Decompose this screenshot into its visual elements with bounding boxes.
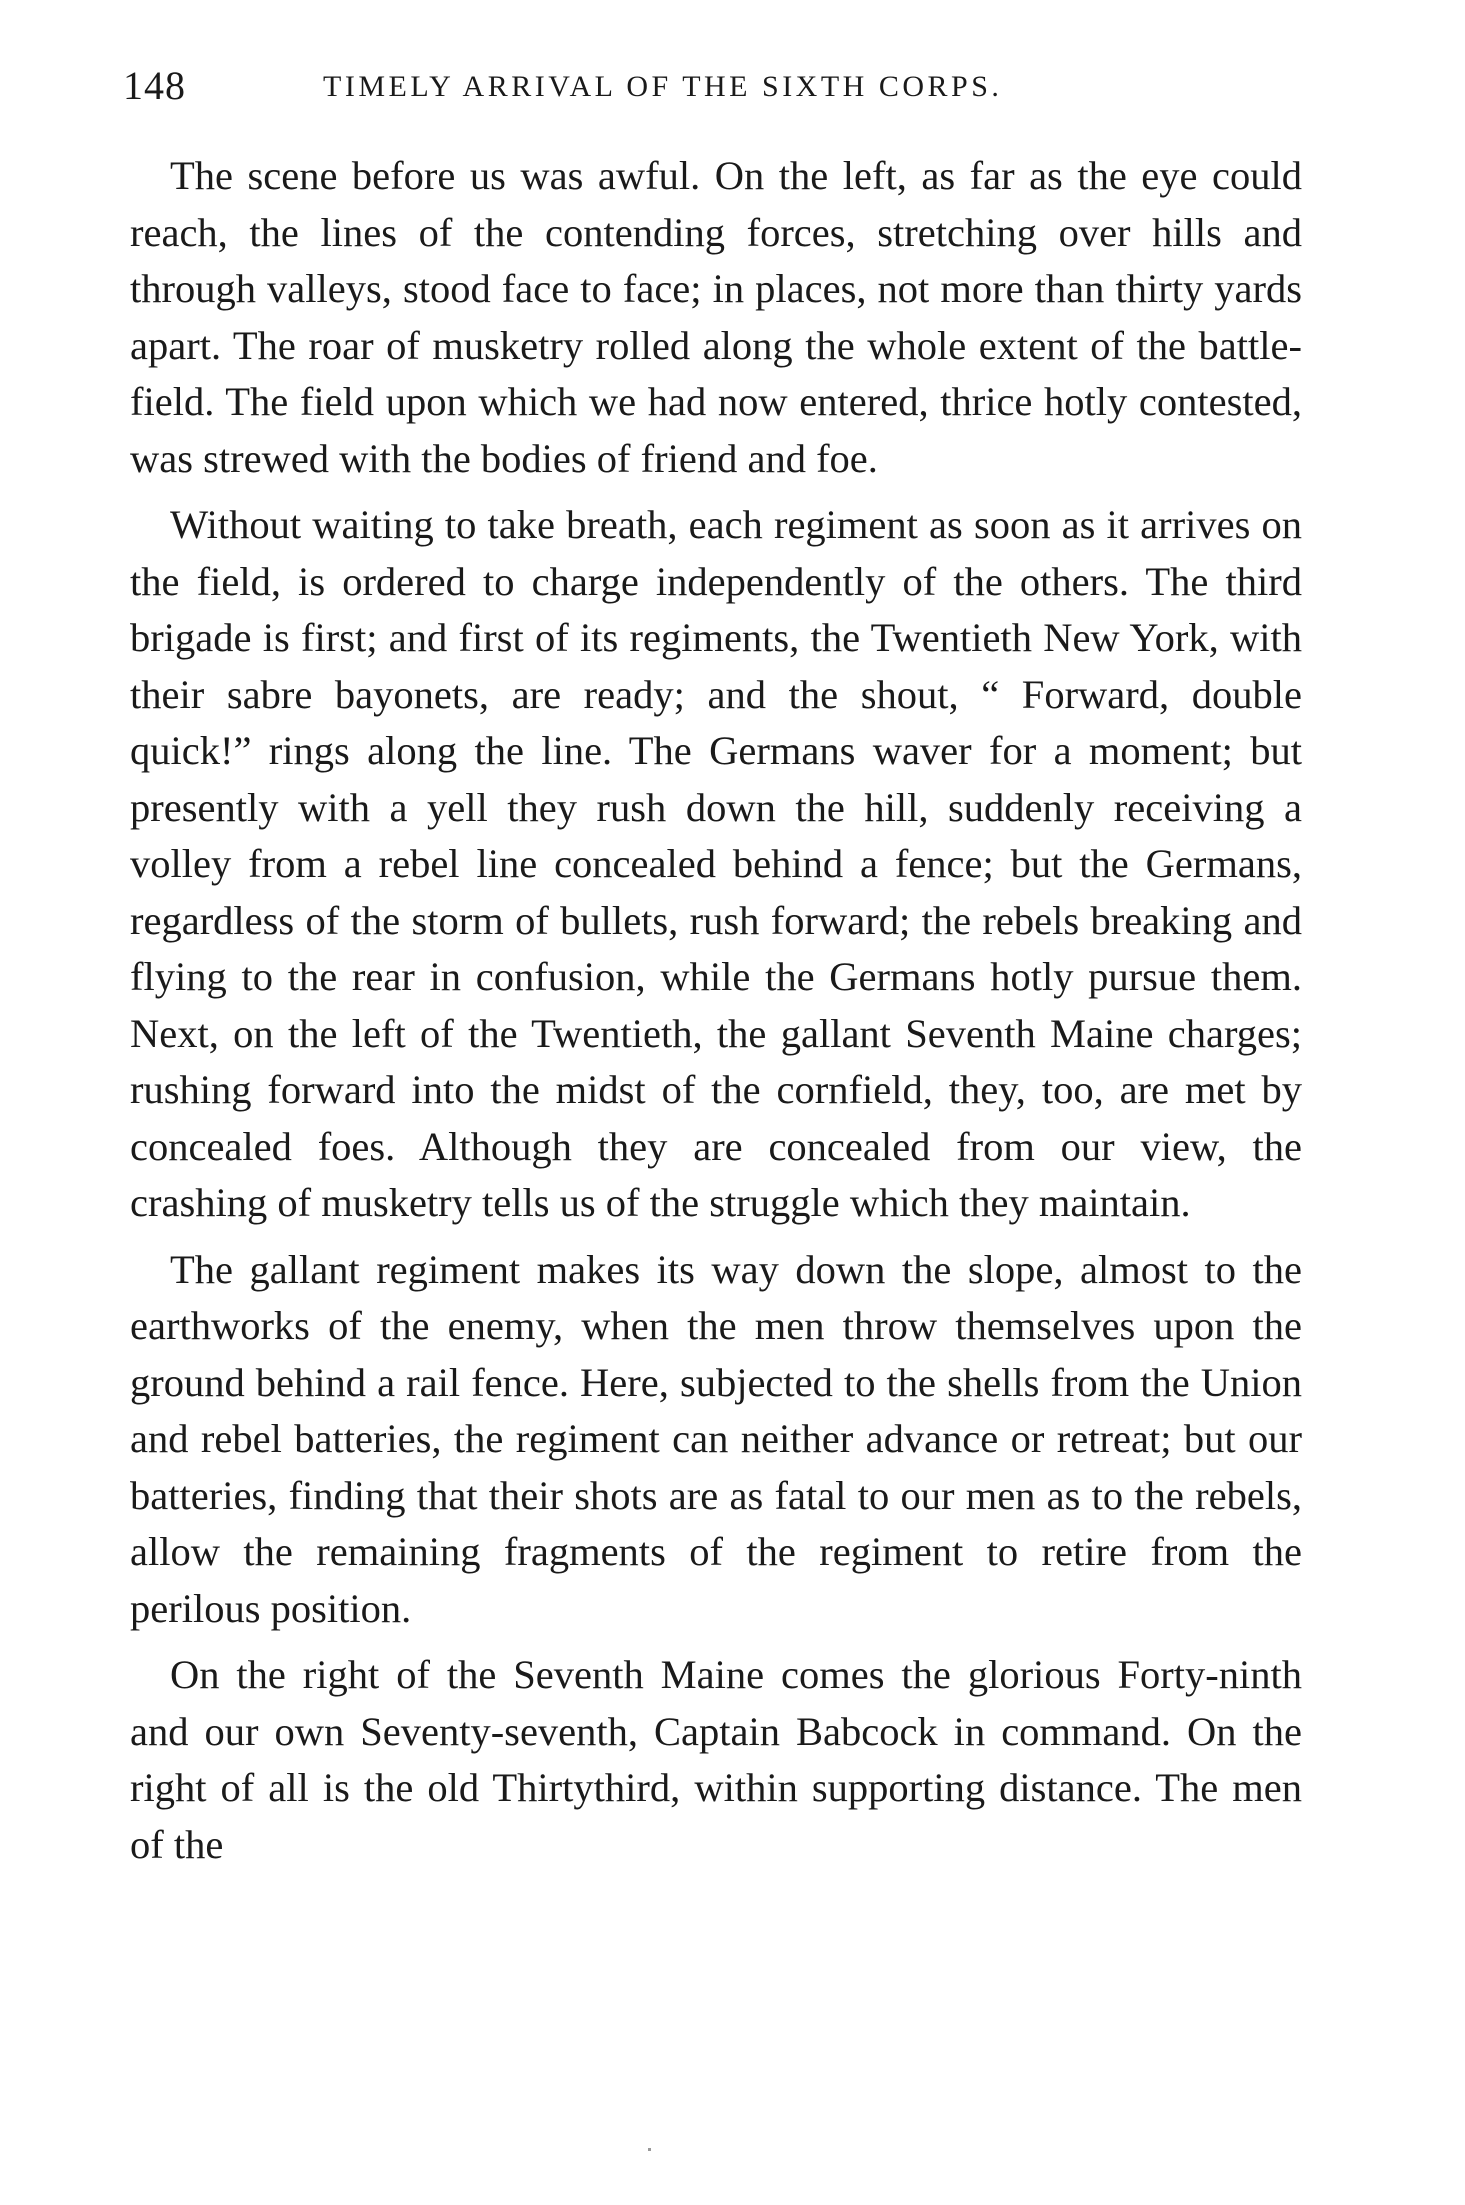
page-number: 148 <box>123 63 186 108</box>
body-text <box>130 148 1302 1883</box>
paragraph: Without waiting to take breath, each regiment as soon as it arrives on the field, is ordered to charge independently of the others. The third brigade is first; and first of its regiments, the Twentieth New York, with their sabre bayonets, are ready; and the shout, “ Forward, double quick!” rings along the line. The Germans waver for a moment; but presently with a yell they rush down the hill, suddenly receiving a volley from a rebel line concealed behind a fence; but the Germans, regardless of the storm of bullets, rush forward; the rebels breaking and flying to the rear in confusion, while the Germans hotly pursue them. Next, on the left of the Twentieth, the gallant Seventh Maine charges; rushing forward into the midst of the cornfield, they, too, are met by concealed foes. Although they are concealed from our view, the crashing of musketry tells us of the struggle which they maintain. <box>130 502 1302 1225</box>
print-mark <box>648 2148 651 2151</box>
paragraph: The gallant regiment makes its way down the slope, almost to the earthworks of the enemy, when the men throw themselves upon the ground behind a rail fence. Here, subjected to the shells from the Union and rebel batteries, the regiment can neither advance or retreat; but our batteries, finding that their shots are as fatal to our men as to the rebels, allow the remaining fragments of the regiment to retire from the perilous position. <box>130 1246 1302 1631</box>
chapter-running-title: TIMELY ARRIVAL OF THE SIXTH CORPS. <box>323 70 1003 103</box>
running-header <box>123 62 1303 112</box>
paragraph: On the right of the Seventh Maine comes the glorious Forty-ninth and our own Seventy-seventh, Captain Babcock in command. On the right of all is the old Thirtythird, within supporting distance. The men of the <box>130 1652 1302 1867</box>
paragraph: The scene before us was awful. On the left, as far as the eye could reach, the lines of the contending forces, stretching over hills and through valleys, stood face to face; in places, not more than thirty yards apart. The roar of musketry rolled along the whole extent of the battle-field. The field upon which we had now entered, thrice hotly contested, was strewed with the bodies of friend and foe. <box>130 153 1302 481</box>
